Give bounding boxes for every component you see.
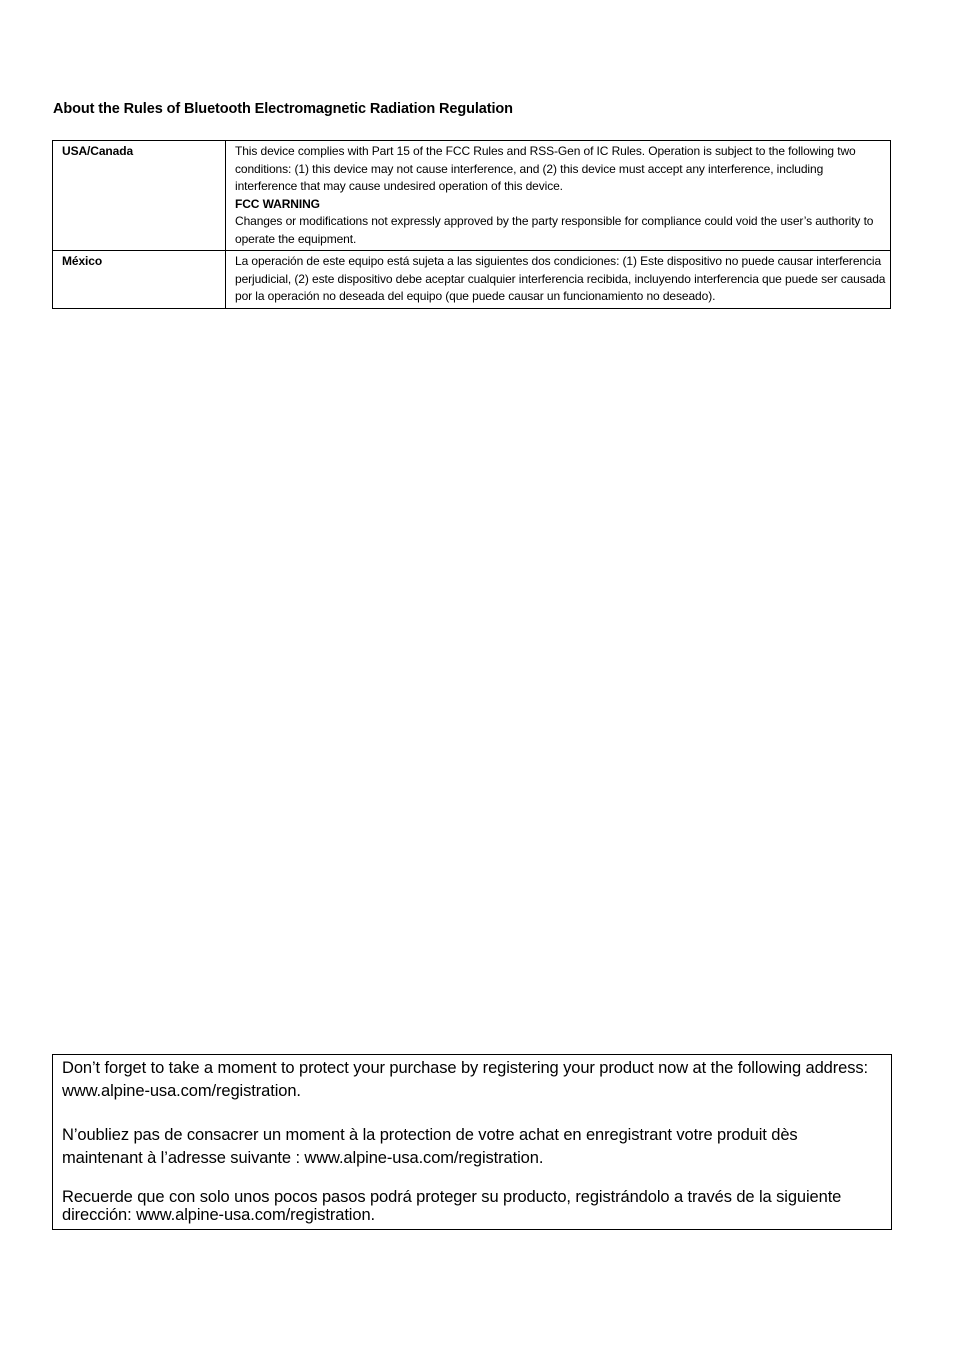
registration-text-english: Don’t forget to take a moment to protect your purchase by registering your product now at the following address: www.alpine-usa.com/registration.	[62, 1059, 868, 1100]
region-label-mexico: México	[62, 254, 103, 268]
regulation-text-cell	[226, 251, 891, 309]
registration-text-spanish: Recuerde que con solo unos pocos pasos podrá proteger su producto, registrándolo a través de la siguiente dirección: www.alpine-usa.com/registration.	[62, 1188, 842, 1224]
region-cell	[53, 251, 226, 309]
registration-notice-box	[52, 1054, 892, 1230]
fcc-warning-text: Changes or modifications not expressly approved by the party responsible for compliance could void the user’s authority to operate the equipment.	[235, 214, 874, 246]
regulation-text-cell	[226, 141, 891, 251]
regulation-text-usa-canada: This device complies with Part 15 of the FCC Rules and RSS-Gen of IC Rules. Operation is subject to the following two conditions: (1) this device may not cause interference, and (2) this device must accept any interference, including interference that may cause undesired operation of this device.	[235, 144, 856, 193]
table-row	[53, 141, 891, 251]
table-row	[53, 251, 891, 309]
regulation-text-mexico: La operación de este equipo está sujeta a las siguientes dos condiciones: (1) Este dispositivo no puede causar interferencia perjudicial, (2) este dispositivo debe aceptar cualquier interferencia recibida, incluyendo interferencia que puede ser causada por la operación no deseada del equipo (que puede causar un funcionamiento no deseado).	[235, 254, 886, 303]
fcc-warning-title: FCC WARNING	[235, 196, 320, 211]
regulation-table	[52, 140, 891, 309]
region-cell	[53, 141, 226, 251]
page-heading: About the Rules of Bluetooth Electromagnetic Radiation Regulation	[53, 101, 513, 117]
region-label-usa-canada: USA/Canada	[62, 144, 134, 158]
registration-text-french: N’oubliez pas de consacrer un moment à la protection de votre achat en enregistrant votre produit dès maintenant à l’adresse suivante : www.alpine-usa.com/registration.	[62, 1126, 798, 1167]
